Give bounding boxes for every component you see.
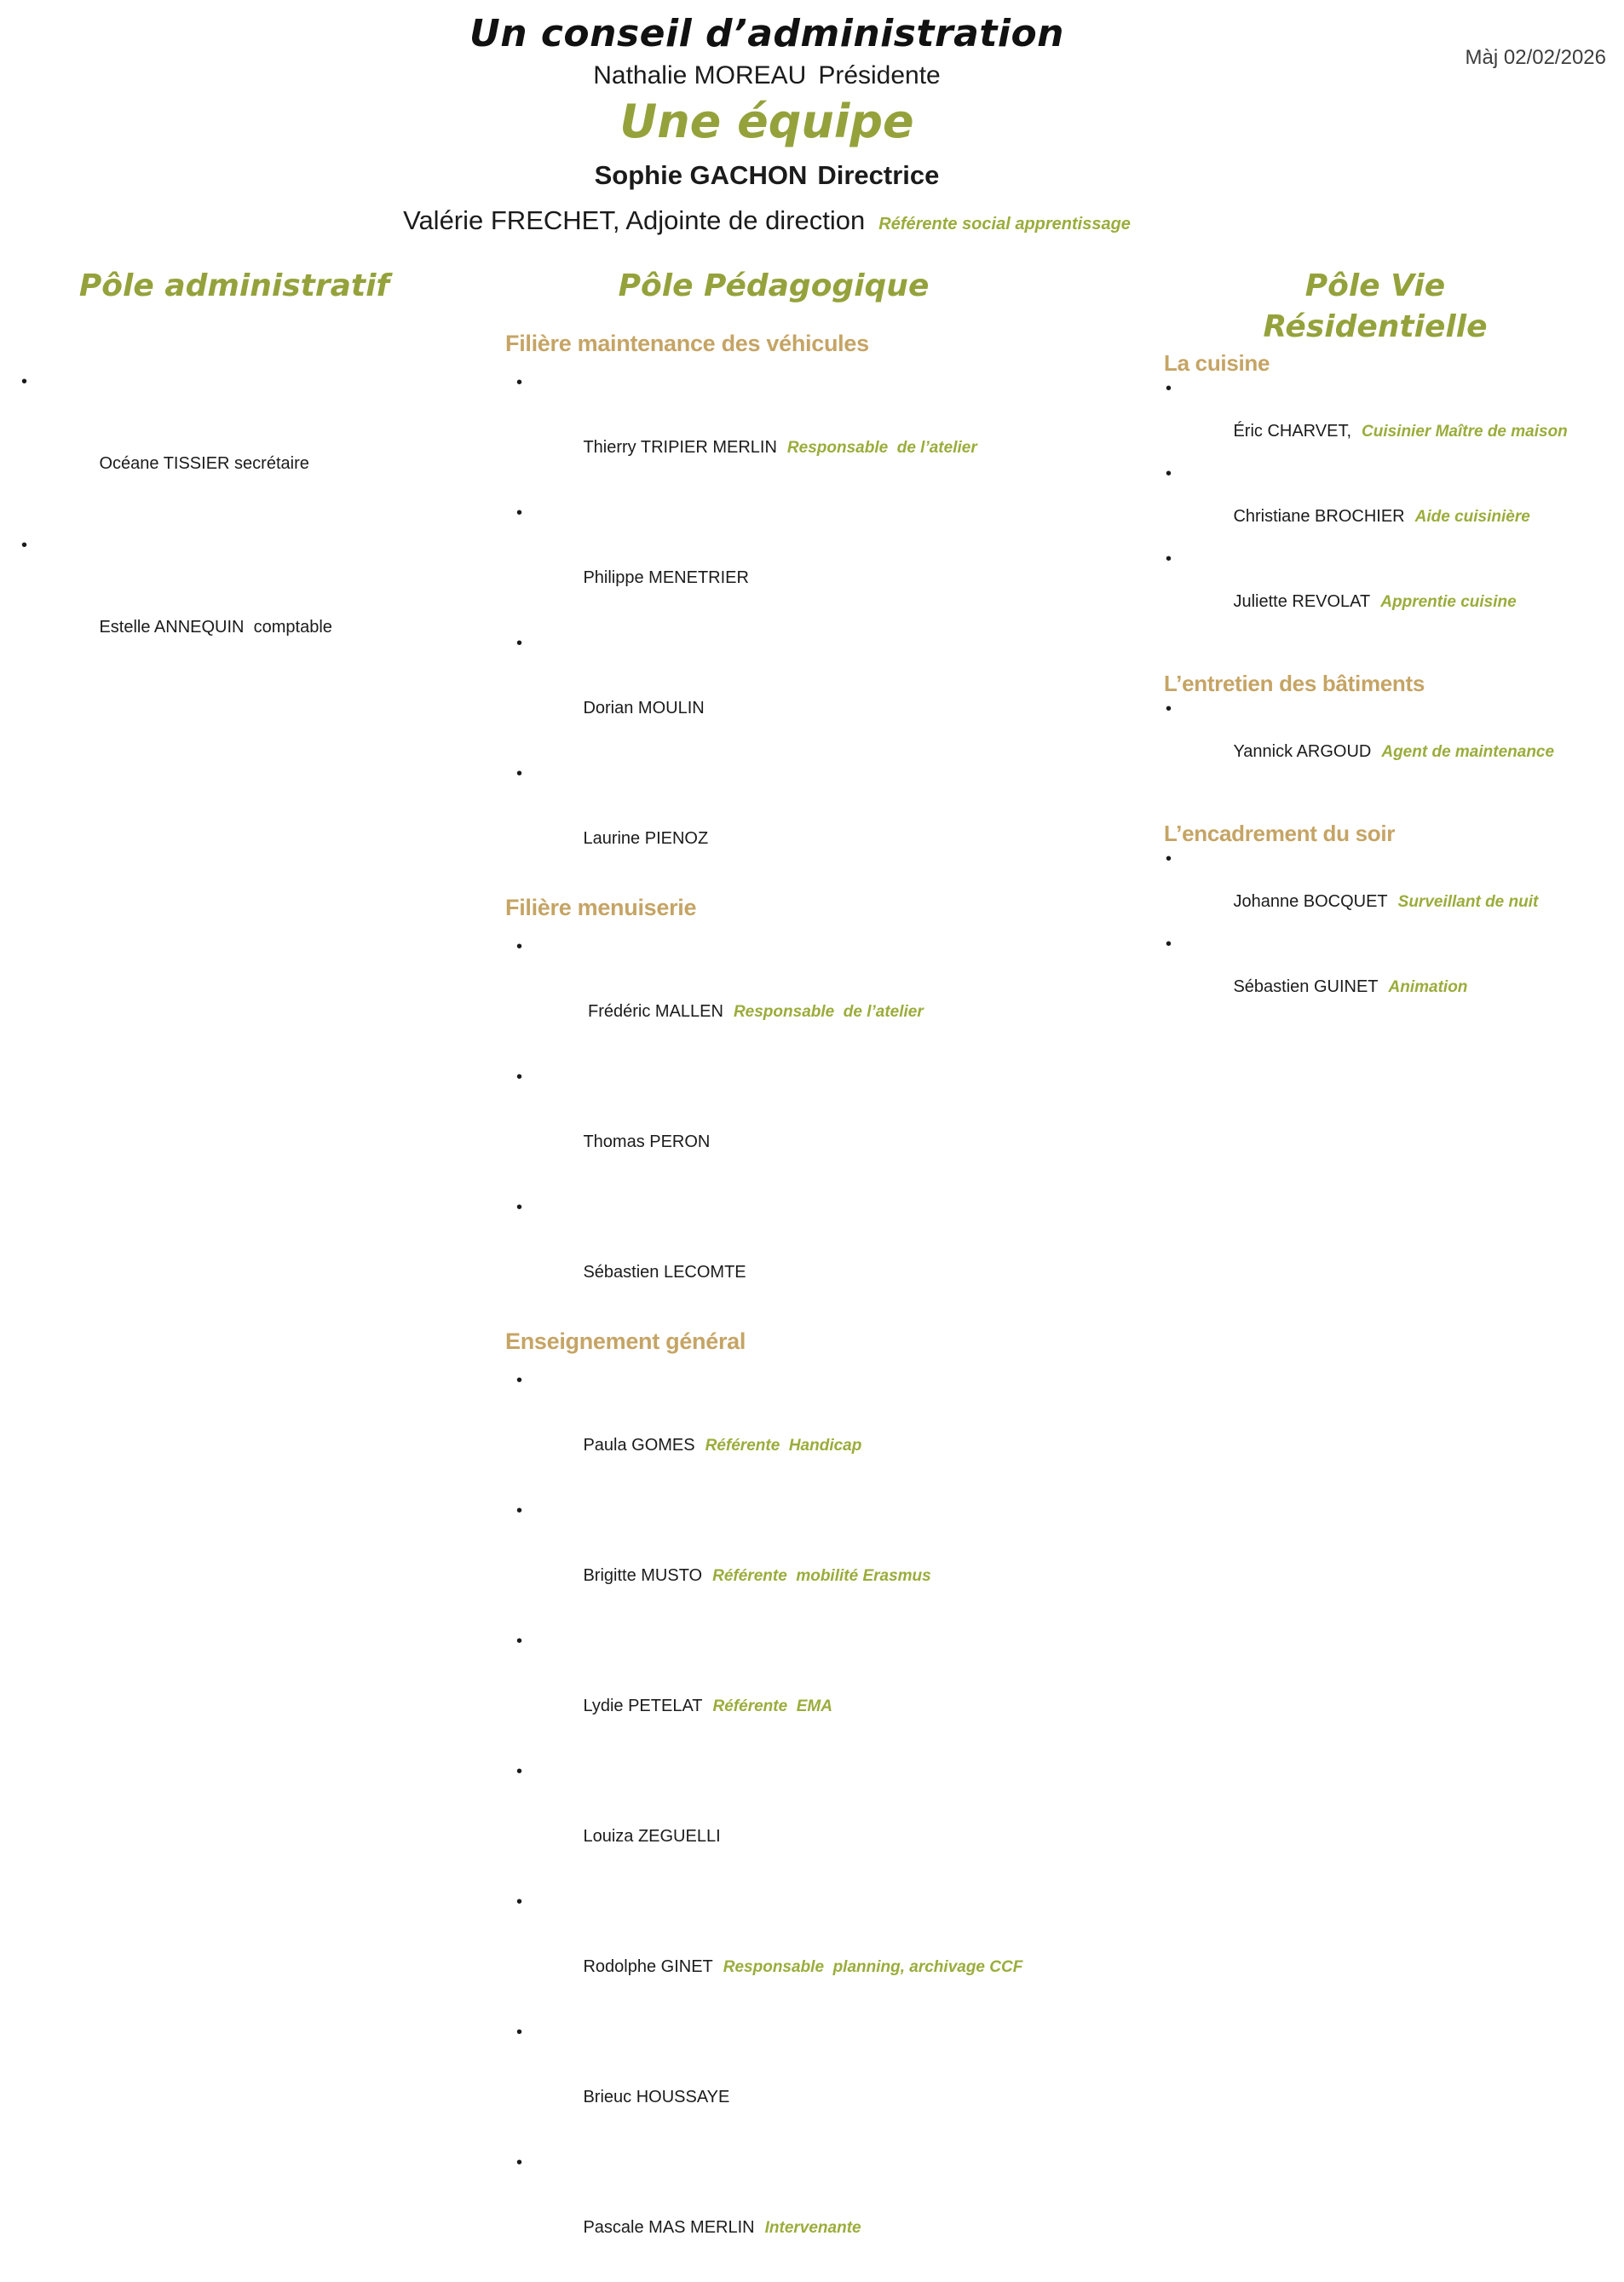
bullet-icon: • xyxy=(1166,935,1172,954)
member-role: Intervenante xyxy=(764,2219,861,2237)
member-name: Louiza ZEGUELLI xyxy=(583,1827,721,1846)
deputy-tag: Référente social apprentissage xyxy=(878,215,1131,233)
member-role: Animation xyxy=(1388,978,1468,996)
section-heading: Enseignement général xyxy=(505,1328,746,1354)
bullet-icon: • xyxy=(1166,550,1172,568)
member-name: Thomas PERON xyxy=(583,1132,711,1151)
member-role: Surveillant de nuit xyxy=(1397,893,1539,911)
bullet-icon: • xyxy=(1166,379,1172,398)
member-name: Sébastien LECOMTE xyxy=(583,1263,746,1282)
list-item xyxy=(505,366,1051,497)
deputy-name: Valérie FRECHET, Adjointe de direction xyxy=(403,205,866,235)
member-name: Brigitte MUSTO xyxy=(583,1566,703,1585)
list-item xyxy=(1164,378,1624,464)
pole-admin-title: Pôle administratif xyxy=(78,268,390,303)
member-name: Paula GOMES xyxy=(583,1436,695,1455)
list-item xyxy=(505,2147,1051,2277)
section-member-list xyxy=(1164,378,1624,634)
director-line xyxy=(0,148,1534,203)
bullet-icon: • xyxy=(516,937,523,956)
bullet-icon: • xyxy=(516,373,523,392)
member-name: Christiane BROCHIER xyxy=(1233,507,1405,526)
list-item xyxy=(1164,549,1624,634)
member-name: Frédéric MALLEN xyxy=(583,1002,723,1021)
member-name: Éric CHARVET, xyxy=(1233,422,1351,441)
bullet-icon: • xyxy=(21,536,28,555)
bullet-icon: • xyxy=(516,1893,523,1911)
member-role: Référente mobilité Erasmus xyxy=(712,1567,931,1585)
section-member-list xyxy=(1164,699,1624,784)
list-item xyxy=(1164,699,1624,784)
list-item xyxy=(21,361,388,525)
bullet-icon: • xyxy=(516,1371,523,1390)
list-item xyxy=(505,1364,1051,1495)
list-item xyxy=(1164,934,1624,1019)
board-title: Un conseil d’administration xyxy=(469,12,1065,55)
member-name: Johanne BOCQUET xyxy=(1233,892,1388,911)
section-member-list xyxy=(505,931,1051,1322)
member-name: Brieuc HOUSSAYE xyxy=(583,2088,730,2106)
president-role: Présidente xyxy=(818,61,941,89)
president-name: Nathalie MOREAU xyxy=(593,61,807,89)
team-title: Une équipe xyxy=(619,95,914,148)
bullet-icon: • xyxy=(516,1068,523,1086)
bullet-icon: • xyxy=(516,1198,523,1217)
list-item xyxy=(505,1061,1051,1191)
member-role: Référente Handicap xyxy=(705,1437,862,1455)
member-name: Estelle ANNEQUIN comptable xyxy=(99,618,332,637)
member-role: Cuisinier Maître de maison xyxy=(1362,423,1568,441)
list-item xyxy=(505,1495,1051,1625)
section-heading: L’encadrement du soir xyxy=(1164,821,1396,846)
bullet-icon: • xyxy=(516,504,523,522)
member-name: Philippe MENETRIER xyxy=(583,568,749,587)
bullet-icon: • xyxy=(516,764,523,783)
bullet-icon: • xyxy=(516,1762,523,1781)
section-heading: Filière maintenance des véhicules xyxy=(505,331,869,356)
list-item xyxy=(505,627,1051,758)
bullet-icon: • xyxy=(1166,850,1172,868)
member-name: Rodolphe GINET xyxy=(583,1957,713,1976)
bullet-icon: • xyxy=(516,2153,523,2172)
bullet-icon: • xyxy=(1166,464,1172,483)
list-item xyxy=(1164,464,1624,549)
bullet-icon: • xyxy=(516,634,523,653)
member-role: Agent de maintenance xyxy=(1381,743,1555,761)
section-member-list xyxy=(505,366,1051,888)
section-heading: L’entretien des bâtiments xyxy=(1164,671,1425,696)
member-role: Responsable planning, archivage CCF xyxy=(723,1958,1023,1976)
member-name: Lydie PETELAT xyxy=(583,1697,703,1715)
bullet-icon: • xyxy=(21,372,28,391)
pole-pedagogique-title: Pôle Pédagogique xyxy=(618,268,930,303)
section-heading: La cuisine xyxy=(1164,350,1270,376)
pole-pedagogique-column xyxy=(505,329,1051,2282)
bullet-icon: • xyxy=(516,1501,523,1520)
admin-member-list xyxy=(21,361,388,689)
member-role: Référente EMA xyxy=(712,1697,832,1715)
pole-residentielle-column xyxy=(1164,349,1624,1019)
list-item xyxy=(21,525,388,689)
bullet-icon: • xyxy=(516,2023,523,2042)
member-name: Dorian MOULIN xyxy=(583,699,705,717)
section-member-list xyxy=(1164,849,1624,1019)
list-item xyxy=(505,2016,1051,2147)
list-item xyxy=(505,497,1051,627)
list-item xyxy=(505,1625,1051,1755)
list-item xyxy=(505,931,1051,1061)
member-name: Océane TISSIER secrétaire xyxy=(99,454,309,473)
section-heading: Filière menuiserie xyxy=(505,895,697,920)
president-line xyxy=(0,56,1534,95)
bullet-icon: • xyxy=(516,1632,523,1651)
section-member-list xyxy=(505,1364,1051,2277)
member-name: Laurine PIENOZ xyxy=(583,829,709,848)
director-role: Directrice xyxy=(817,160,940,190)
list-item xyxy=(505,758,1051,888)
list-item xyxy=(505,1191,1051,1322)
bullet-icon: • xyxy=(1166,700,1172,718)
list-item xyxy=(1164,849,1624,934)
header xyxy=(0,12,1534,242)
list-item xyxy=(505,1886,1051,2016)
member-role: Responsable de l’atelier xyxy=(733,1003,924,1021)
list-item xyxy=(505,1755,1051,1886)
member-name: Yannick ARGOUD xyxy=(1233,742,1372,761)
pole-residentielle-title: Pôle Vie Résidentielle xyxy=(1263,268,1488,344)
member-role: Aide cuisinière xyxy=(1414,508,1530,526)
member-name: Juliette REVOLAT xyxy=(1233,592,1371,611)
director-name: Sophie GACHON xyxy=(594,160,808,190)
member-name: Sébastien GUINET xyxy=(1233,977,1379,996)
member-name: Thierry TRIPIER MERLIN xyxy=(583,438,777,457)
member-role: Apprentie cuisine xyxy=(1380,593,1517,611)
deputy-line xyxy=(0,203,1534,242)
member-role: Responsable de l’atelier xyxy=(786,439,977,457)
last-updated-date: Màj 02/02/2026 xyxy=(1465,46,1606,69)
pole-admin-column xyxy=(21,361,388,689)
member-name: Pascale MAS MERLIN xyxy=(583,2218,755,2237)
